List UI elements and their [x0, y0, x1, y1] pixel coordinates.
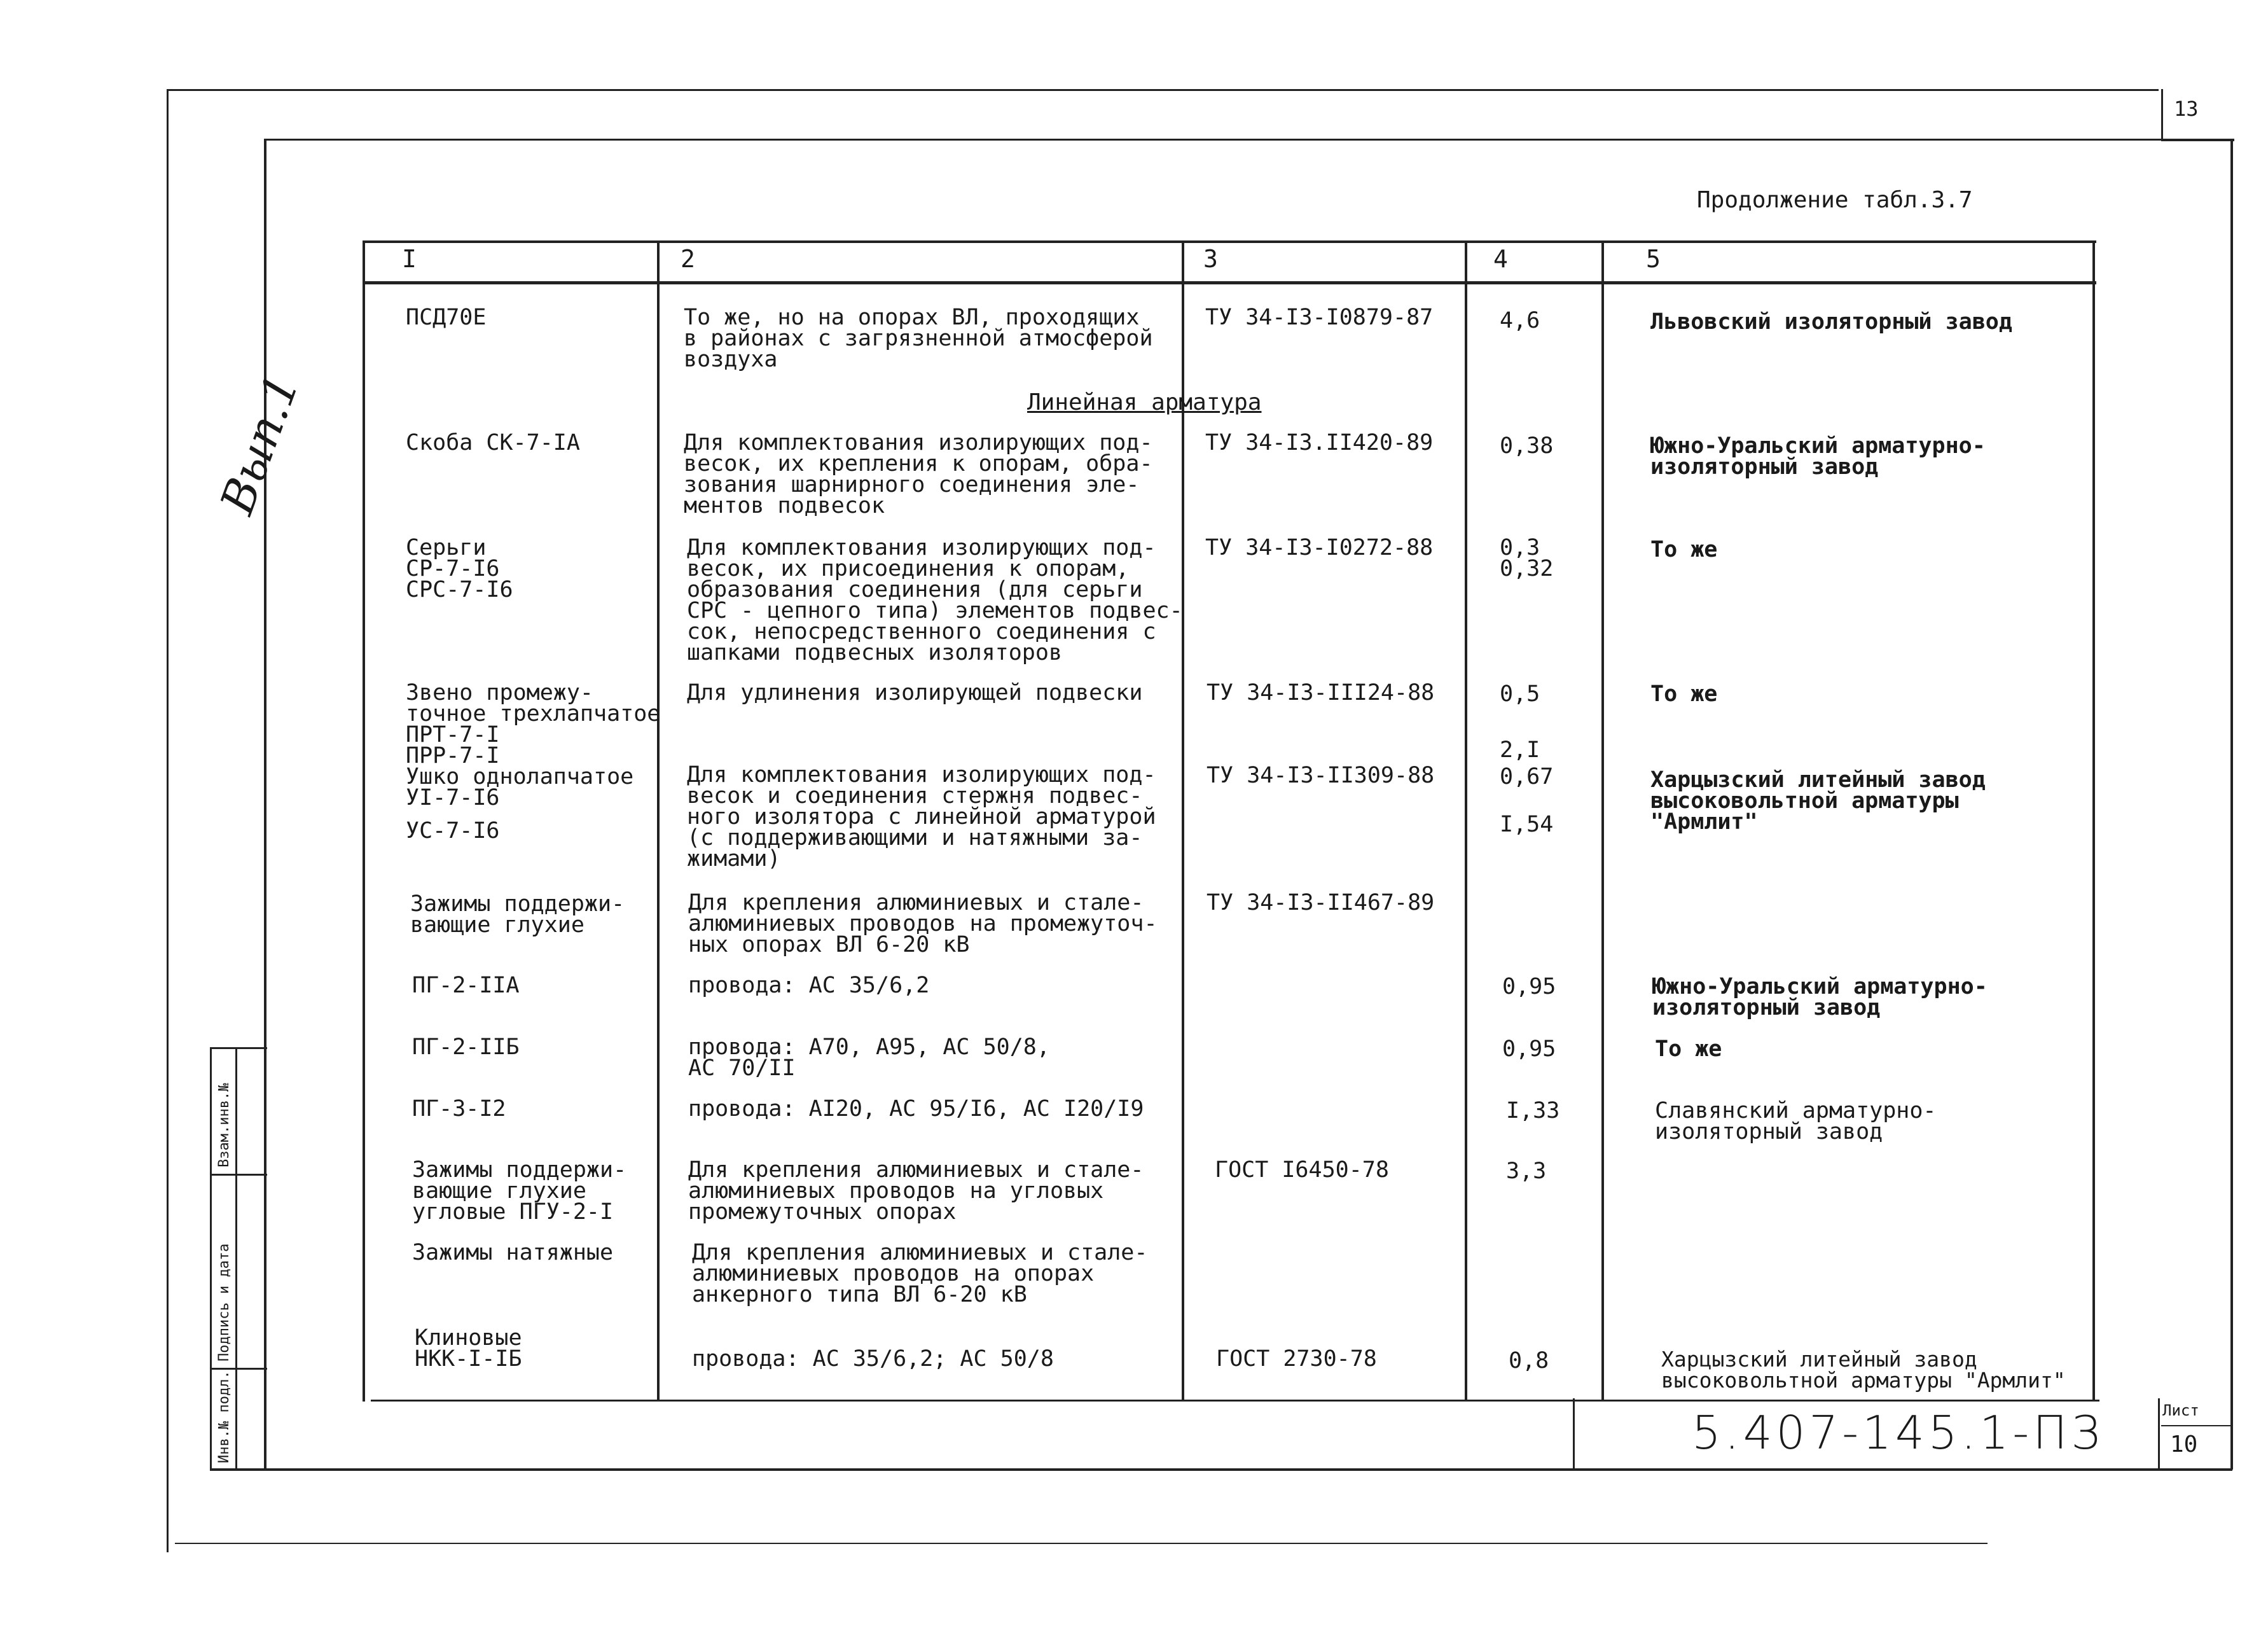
table-row-11-standard: ГОСТ I6450-78	[1215, 1157, 1389, 1183]
table-row-10-weight: I,33	[1506, 1098, 1560, 1124]
side-stamp-left	[210, 1047, 212, 1470]
table-row-6-name: УС-7-I6	[406, 818, 500, 844]
table-row-1-purpose: Для комплектования изолирующих под- весок, их крепления к опорам, обра- зования шарнирного соединения эле- ментов подвесок	[684, 430, 1153, 518]
section-title: Линейная арматура	[1027, 389, 1262, 415]
table-right-border	[2092, 240, 2095, 1402]
table-row-0-standard: ТУ 34-I3-I0879-87	[1205, 305, 1434, 330]
table-row-3-weight: 0,5	[1500, 681, 1540, 707]
table-row-13-name: Клиновые НКК-I-IБ	[415, 1325, 522, 1372]
table-row-13-purpose: провода: АС 35/6,2; АС 50/8	[692, 1346, 1054, 1372]
table-row-11-purpose: Для крепления алюминиевых и стале- алюминиевых проводов на угловых промежуточных опорах	[688, 1157, 1144, 1225]
inner-frame-top	[264, 139, 2234, 141]
table-row-6-weight: I,54	[1500, 812, 1554, 837]
table-row-3-purpose: Для удлинения изолирующей подвески	[687, 680, 1143, 706]
inner-frame-left	[264, 139, 266, 1470]
table-row-5-standard: ТУ 34-I3-II309-88	[1207, 763, 1435, 788]
sheet-label: Лист	[2162, 1402, 2199, 1419]
table-row-2-manufacturer: То же	[1650, 537, 1718, 562]
table-col-divider-1	[657, 240, 660, 1402]
table-row-11-weight: 3,3	[1506, 1158, 1547, 1184]
side-stamp-row-1	[210, 1368, 267, 1370]
document-code: 5.407-145.1-ПЗ	[1692, 1406, 2105, 1459]
col-header-3: 3	[1203, 245, 1218, 273]
table-row-9-weight: 0,95	[1502, 1036, 1556, 1062]
outer-frame-bottom	[175, 1543, 1988, 1544]
table-row-9-name: ПГ-2-IIБ	[412, 1034, 520, 1060]
table-row-0-manufacturer: Львовский изоляторный завод	[1650, 309, 2012, 335]
side-stamp-top	[210, 1047, 267, 1049]
table-bottom-border	[371, 1400, 2099, 1402]
page-number: 13	[2174, 97, 2199, 121]
table-row-12-name: Зажимы натяжные	[412, 1240, 614, 1265]
table-col-divider-3	[1465, 240, 1467, 1402]
side-stamp-inv-number: Инв.№ подл.	[216, 1370, 232, 1463]
table-row-4-name: ПРР-7-I	[406, 743, 500, 769]
table-row-5-manufacturer: Харцызский литейный завод высоковольтной арматуры "Армлит"	[1650, 767, 1986, 835]
side-stamp-row-2	[210, 1174, 267, 1176]
table-row-4-weight: 2,I	[1500, 737, 1540, 763]
table-row-2-standard: ТУ 34-I3-I0272-88	[1205, 535, 1434, 560]
table-top-border	[363, 240, 2096, 243]
table-row-7-standard: ТУ 34-I3-II467-89	[1207, 890, 1435, 915]
table-row-8-manufacturer: Южно-Уральский арматурно- изоляторный завод	[1652, 974, 1988, 1020]
table-row-5-purpose: Для комплектования изолирующих под- весок и соединения стержня подвес- ного изолятора с линейной арматурой (с поддерживающими и натяжными за- жимами)	[687, 762, 1156, 872]
table-row-10-purpose: провода: АI20, АС 95/I6, АС I20/I9	[688, 1096, 1144, 1122]
title-block-left	[1573, 1398, 1575, 1470]
page-number-box-left	[2161, 89, 2163, 141]
title-block-divider	[2158, 1398, 2160, 1470]
col-header-1: I	[402, 245, 417, 273]
table-row-12-purpose: Для крепления алюминиевых и стале- алюминиевых проводов на опорах анкерного типа ВЛ 6-20 кВ	[692, 1240, 1148, 1307]
sheet-box-divider	[2161, 1425, 2232, 1426]
table-row-0-name: ПСД70Е	[406, 305, 487, 330]
table-row-10-name: ПГ-3-I2	[412, 1096, 506, 1122]
col-header-2: 2	[681, 245, 695, 273]
col-header-4: 4	[1493, 245, 1508, 273]
inner-frame-bottom	[210, 1468, 2232, 1471]
handwritten-note: Вып.1	[210, 367, 310, 521]
table-col-divider-4	[1601, 240, 1604, 1402]
table-row-7-purpose: Для крепления алюминиевых и стале- алюминиевых проводов на промежуточ- ных опорах ВЛ 6-20 кВ	[688, 890, 1158, 957]
table-row-5-name: Ушко однолапчатое УI-7-I6	[406, 764, 634, 811]
table-row-8-purpose: провода: АС 35/6,2	[688, 973, 930, 998]
table-row-5-weight: 0,67	[1500, 764, 1554, 790]
side-stamp-replaced-inv: Взам.инв.№	[216, 1083, 232, 1167]
outer-frame-left	[167, 89, 169, 1552]
table-row-1-standard: ТУ 34-I3.II420-89	[1205, 430, 1434, 456]
side-stamp-divider	[235, 1047, 237, 1470]
table-row-2-name: Серьги СР-7-I6 СРС-7-I6	[406, 535, 513, 602]
table-row-1-manufacturer: Южно-Уральский арматурно- изоляторный завод	[1650, 433, 1986, 480]
table-continuation-title: Продолжение табл.3.7	[1697, 187, 1973, 213]
table-row-2-purpose: Для комплектования изолирующих под- весок, их присоединения к опорам, образования соединения (для серьги СРС - цепного типа) элементов подвес- сок, непосредственного соединения с шапками подвесных изоляторов	[687, 535, 1183, 665]
sheet-number: 10	[2170, 1431, 2198, 1458]
inner-frame-right	[2230, 139, 2233, 1470]
side-stamp-signature-date: Подпись и дата	[216, 1243, 232, 1361]
table-row-2-weight: 0,3 0,32	[1500, 535, 1554, 581]
table-row-0-weight: 4,6	[1500, 308, 1540, 333]
table-row-8-weight: 0,95	[1502, 974, 1556, 999]
table-row-13-weight: 0,8	[1509, 1348, 1549, 1374]
table-row-3-standard: ТУ 34-I3-III24-88	[1207, 680, 1435, 706]
page-number-box-bottom	[2161, 140, 2234, 141]
table-row-11-name: Зажимы поддержи- вающие глухие угловые ПГУ-2-I	[412, 1157, 627, 1225]
table-row-1-weight: 0,38	[1500, 433, 1554, 459]
table-row-0-purpose: То же, но на опорах ВЛ, проходящих в районах с загрязненной атмосферой воздуха	[684, 305, 1153, 372]
table-row-9-purpose: провода: А70, А95, АС 50/8, АС 70/II	[688, 1034, 1050, 1081]
table-row-1-name: Скоба СК-7-IА	[406, 430, 580, 456]
table-left-border	[363, 240, 365, 1402]
outer-frame-top	[167, 89, 2159, 91]
table-header-bottom	[363, 281, 2096, 284]
table-row-9-manufacturer: То же	[1655, 1036, 1722, 1062]
table-row-7-name: Зажимы поддержи- вающие глухие	[410, 891, 625, 938]
table-row-3-manufacturer: То же	[1650, 681, 1718, 707]
table-row-13-standard: ГОСТ 2730-78	[1216, 1346, 1377, 1372]
col-header-5: 5	[1646, 245, 1661, 273]
table-row-13-manufacturer: Харцызский литейный завод высоковольтной арматуры "Армлит"	[1661, 1347, 2066, 1393]
table-row-8-name: ПГ-2-IIА	[412, 973, 520, 998]
table-row-3-name: Звено промежу- точное трехлапчатое ПРТ-7-I	[406, 680, 661, 748]
table-row-10-manufacturer: Славянский арматурно- изоляторный завод	[1655, 1098, 1937, 1144]
